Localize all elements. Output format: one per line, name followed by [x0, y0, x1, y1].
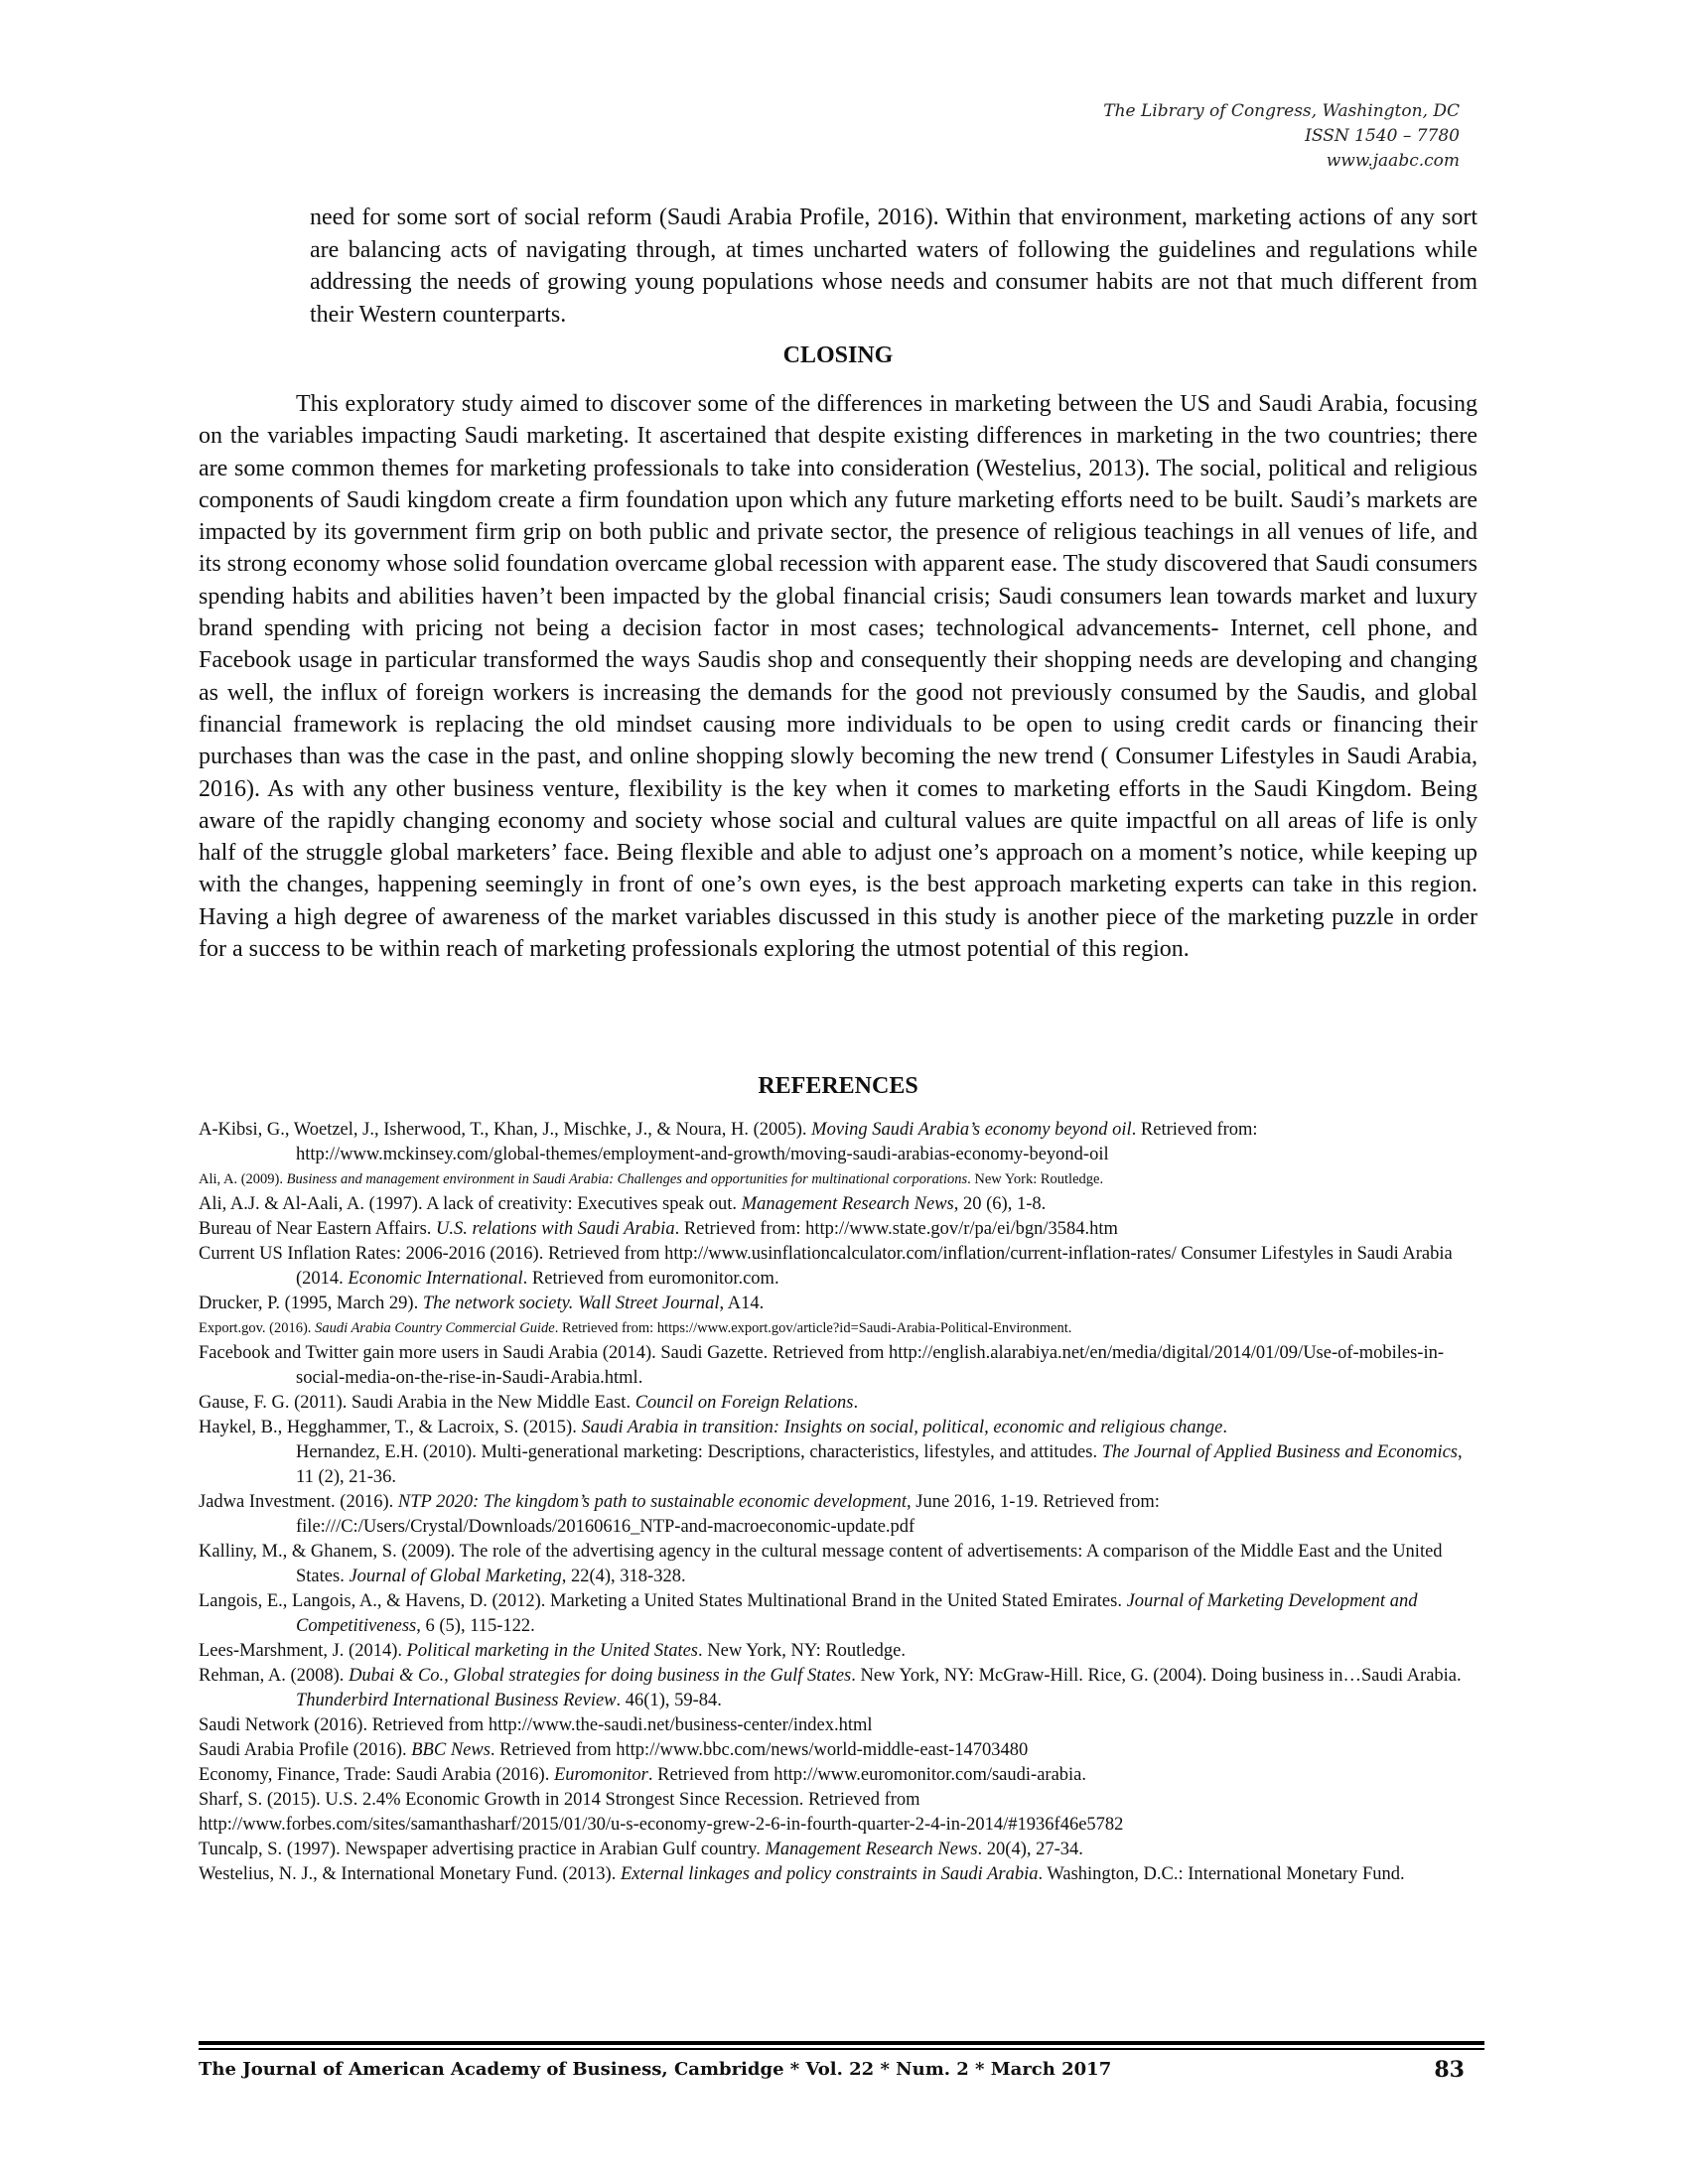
reference-item: Current US Inflation Rates: 2006-2016 (2016). Retrieved from http://www.usinflationcalculator.com/inflation/current-inflation-rates/ Consumer Lifestyles in Saudi Arabia (2014. Economic International. Retrieved from euromonitor.com.	[199, 1244, 1453, 1289]
reference-item: http://www.forbes.com/sites/samanthasharf/2015/01/30/u-s-economy-grew-2-6-in-fourth-quarter-2-4-in-2014/#1936f46e5782	[199, 1815, 1124, 1835]
reference-item: Kalliny, M., & Ghanem, S. (2009). The role of the advertising agency in the cultural message content of advertisements: A comparison of the Middle East and the United States. Journal of Global Marketing, 22(4), 318-328.	[199, 1542, 1443, 1586]
header-issn: ISSN 1540 – 7780	[1305, 126, 1460, 146]
header-website: www.jaabc.com	[1326, 151, 1460, 171]
reference-item: A-Kibsi, G., Woetzel, J., Isherwood, T., Khan, J., Mischke, J., & Noura, H. (2005). Moving Saudi Arabia’s economy beyond oil. Retrieved from: http://www.mckinsey.com/global-themes/employment-and-growth/moving-saudi-arabias-economy-beyond-oil	[199, 1120, 1258, 1164]
footer-rule-thin	[199, 2048, 1484, 2050]
reference-item: Drucker, P. (1995, March 29). The network society. Wall Street Journal, A14.	[199, 1294, 765, 1313]
reference-item: Export.gov. (2016). Saudi Arabia Country Commercial Guide. Retrieved from: https://www.export.gov/article?id=Saudi-Arabia-Political-Environment.	[199, 1320, 1072, 1336]
reference-item: Westelius, N. J., & International Monetary Fund. (2013). External linkages and policy constraints in Saudi Arabia. Washington, D.C.: International Monetary Fund.	[199, 1864, 1405, 1884]
page-header	[1103, 99, 1460, 174]
closing-section	[199, 388, 1477, 965]
closing-paragraph: This exploratory study aimed to discover some of the differences in marketing between the US and Saudi Arabia, focusing on the variables impacting Saudi marketing. It ascertained that despite existing differences in marketing in the two countries; there are some common themes for marketing professionals to take into consideration (Westelius, 2013). The social, political and religious components of Saudi kingdom create a firm foundation upon which any future marketing efforts need to be built. Saudi’s markets are impacted by its government firm grip on both public and private sector, the presence of religious teachings in all venues of life, and its strong economy whose solid foundation overcame global recession with apparent ease. The study discovered that Saudi consumers spending habits and abilities haven’t been impacted by the global financial crisis; Saudi consumers lean towards market and luxury brand spending with pricing not being a decision factor in most cases; technological advancements- Internet, cell phone, and Facebook usage in particular transformed the ways Saudis shop and consequently their shopping needs are developing and changing as well, the influx of foreign workers is increasing the demands for the good not previously consumed by the Saudis, and global financial framework is replacing the old mindset causing more individuals to be open to using credit cards or financing their purchases than was the case in the past, and online shopping slowly becoming the new trend ( Consumer Lifestyles in Saudi Arabia, 2016). As with any other business venture, flexibility is the key when it comes to marketing efforts in the Saudi Kingdom. Being aware of the rapidly changing economy and society whose social and cultural values are quite impactful on all areas of life is only half of the struggle global marketers’ face. Being flexible and able to adjust one’s approach on a moment’s notice, while keeping up with the changes, happening seemingly in front of one’s own eyes, is the best approach marketing experts can take in this region. Having a high degree of awareness of the market variables discussed in this study is another piece of the marketing puzzle in order for a success to be within reach of marketing professionals exploring the utmost potential of this region.	[199, 391, 1477, 963]
footer-journal-info: The Journal of American Academy of Business, Cambridge * Vol. 22 * Num. 2 * March 2017	[199, 2059, 1112, 2080]
references-heading: REFERENCES	[758, 1073, 918, 1099]
references-list	[199, 1118, 1479, 1887]
reference-item: Rehman, A. (2008). Dubai & Co., Global strategies for doing business in the Gulf States. New York, NY: McGraw-Hill. Rice, G. (2004). Doing business in…Saudi Arabia. Thunderbird International Business Review. 46(1), 59-84.	[199, 1666, 1462, 1710]
reference-item: Sharf, S. (2015). U.S. 2.4% Economic Growth in 2014 Strongest Since Recession. Retrieved from	[199, 1790, 920, 1810]
intro-paragraph-block	[310, 202, 1477, 331]
footer-rule-thick	[199, 2041, 1484, 2045]
reference-item: Saudi Arabia Profile (2016). BBC News. Retrieved from http://www.bbc.com/news/world-middle-east-14703480	[199, 1740, 1029, 1760]
reference-item: Gause, F. G. (2011). Saudi Arabia in the New Middle East. Council on Foreign Relations.	[199, 1393, 859, 1413]
reference-item: Economy, Finance, Trade: Saudi Arabia (2016). Euromonitor. Retrieved from http://www.euromonitor.com/saudi-arabia.	[199, 1765, 1087, 1785]
reference-item: Haykel, B., Hegghammer, T., & Lacroix, S. (2015). Saudi Arabia in transition: Insights on social, political, economic and religious change.	[199, 1418, 1227, 1437]
reference-item: Ali, A.J. & Al-Aali, A. (1997). A lack of creativity: Executives speak out. Management Research News, 20 (6), 1-8.	[199, 1194, 1047, 1214]
closing-heading: CLOSING	[782, 342, 894, 368]
reference-item: Jadwa Investment. (2016). NTP 2020: The kingdom’s path to sustainable economic development, June 2016, 1-19. Retrieved from: file:///C:/Users/Crystal/Downloads/20160616_NTP-and-macroeconomic-update.pdf	[199, 1492, 1160, 1537]
reference-item: Saudi Network (2016). Retrieved from http://www.the-saudi.net/business-center/index.html	[199, 1715, 873, 1735]
reference-item: Bureau of Near Eastern Affairs. U.S. relations with Saudi Arabia. Retrieved from: http://www.state.gov/r/pa/ei/bgn/3584.htm	[199, 1219, 1118, 1239]
reference-item: Langois, E., Langois, A., & Havens, D. (2012). Marketing a United States Multinational Brand in the United Stated Emirates. Journal of Marketing Development and Competitiveness, 6 (5), 115-122.	[199, 1591, 1418, 1636]
intro-paragraph: need for some sort of social reform (Saudi Arabia Profile, 2016). Within that environment, marketing actions of any sort are balancing acts of navigating through, at times uncharted waters of following the guidelines and regulations while addressing the needs of growing young populations whose needs and consumer habits are not that much different from their Western counterparts.	[310, 205, 1477, 328]
reference-item: Hernandez, E.H. (2010). Multi-generational marketing: Descriptions, characteristics, lifestyles, and attitudes. The Journal of Applied Business and Economics, 11 (2), 21-36.	[296, 1442, 1463, 1487]
header-publisher: The Library of Congress, Washington, DC	[1103, 101, 1460, 121]
reference-item: Facebook and Twitter gain more users in Saudi Arabia (2014). Saudi Gazette. Retrieved from http://english.alarabiya.net/en/media/digital/2014/01/09/Use-of-mobiles-in-social-media-on-the-rise-in-Saudi-Arabia.html.	[199, 1343, 1444, 1388]
reference-item: Lees-Marshment, J. (2014). Political marketing in the United States. New York, NY: Routledge.	[199, 1641, 907, 1661]
reference-item: Tuncalp, S. (1997). Newspaper advertising practice in Arabian Gulf country. Management Research News. 20(4), 27-34.	[199, 1840, 1083, 1859]
reference-item: Ali, A. (2009). Business and management environment in Saudi Arabia: Challenges and opportunities for multinational corporations. New York: Routledge.	[199, 1171, 1104, 1187]
page-number: 83	[1434, 2057, 1465, 2083]
